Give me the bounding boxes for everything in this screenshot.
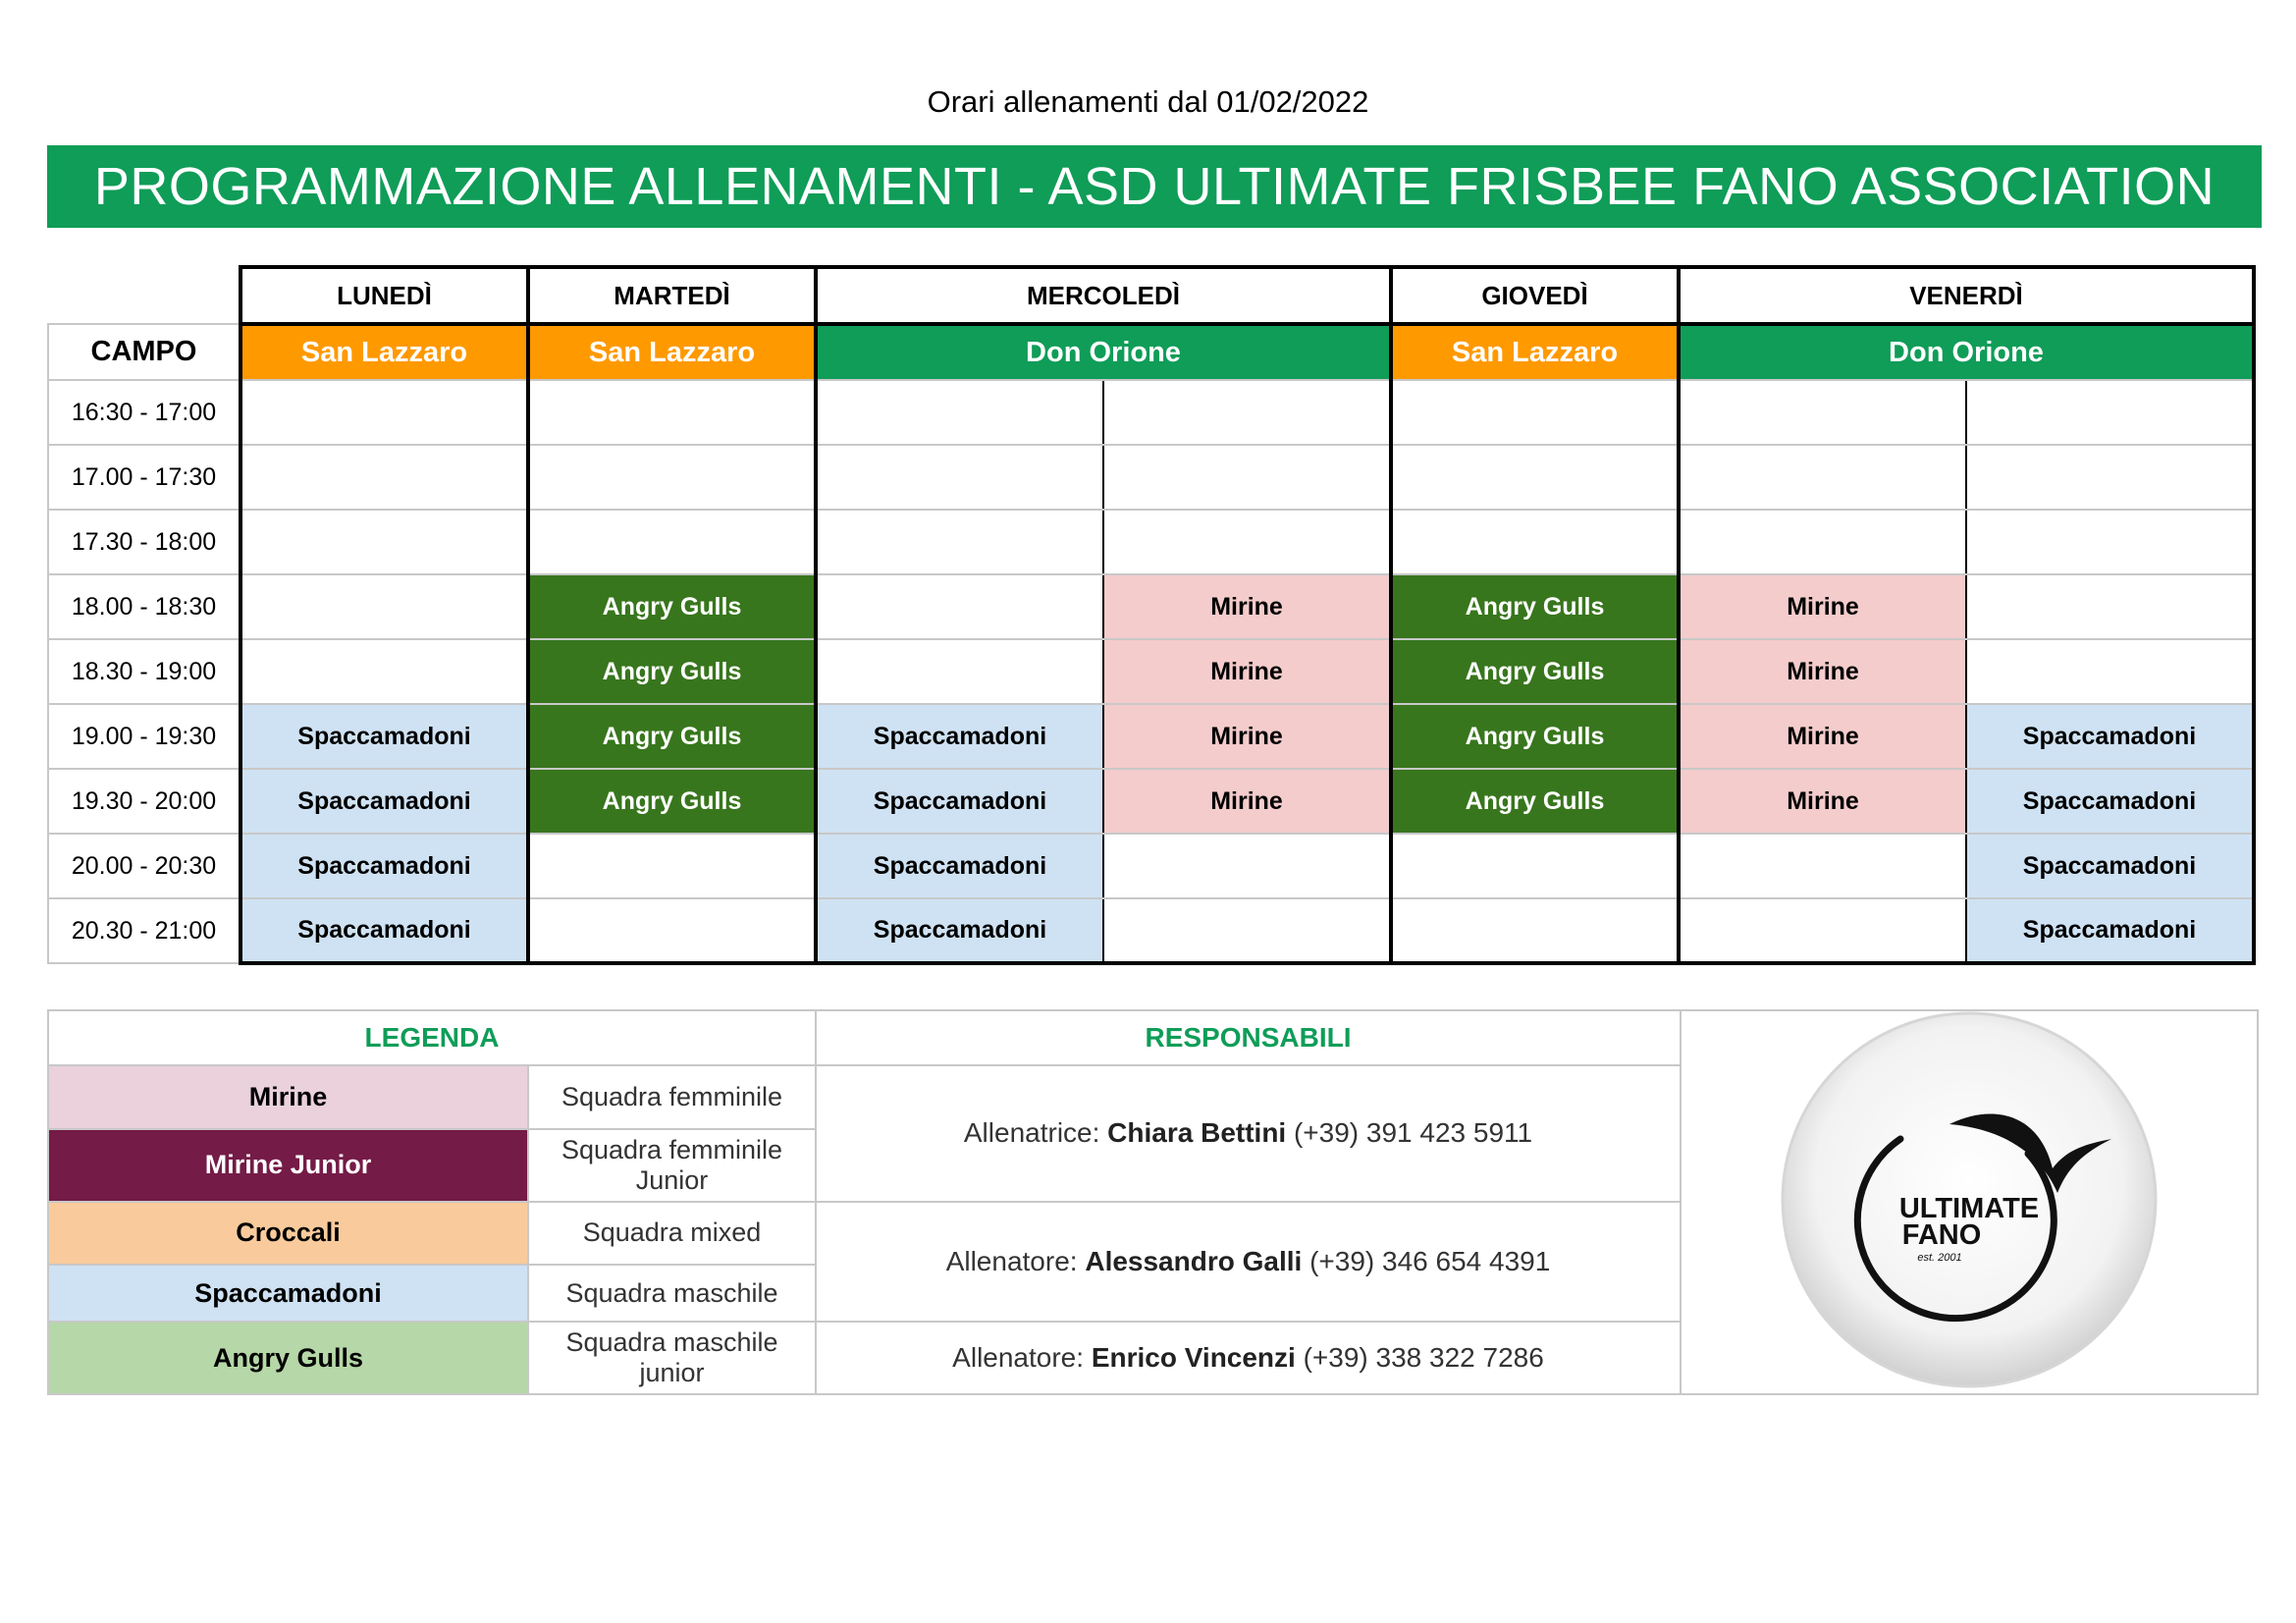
time-slot: 19.30 - 20:00 xyxy=(48,769,240,834)
schedule-cell xyxy=(1966,380,2254,445)
legend-team-name: Croccali xyxy=(48,1202,528,1266)
field-label: Don Orione xyxy=(1679,324,2254,380)
schedule-cell xyxy=(1966,639,2254,704)
responsabile-entry: Allenatore: Alessandro Galli (+39) 346 654 4391 xyxy=(816,1202,1681,1323)
schedule-cell xyxy=(1679,380,1966,445)
schedule-cell: Spaccamadoni xyxy=(1966,704,2254,769)
schedule-cell: Spaccamadoni xyxy=(1966,834,2254,898)
schedule-cell xyxy=(1103,510,1391,574)
schedule-cell xyxy=(816,574,1103,639)
legend-team-name: Spaccamadoni xyxy=(48,1265,528,1322)
schedule-cell xyxy=(240,639,528,704)
schedule-cell: Angry Gulls xyxy=(528,639,816,704)
schedule-cell: Spaccamadoni xyxy=(240,769,528,834)
schedule-cell: Mirine xyxy=(1679,769,1966,834)
schedule-cell xyxy=(816,639,1103,704)
schedule-cell xyxy=(816,510,1103,574)
time-slot: 20.30 - 21:00 xyxy=(48,898,240,963)
day-header: VENERDÌ xyxy=(1679,267,2254,324)
schedule-cell xyxy=(240,445,528,510)
schedule-cell: Spaccamadoni xyxy=(816,769,1103,834)
schedule-cell xyxy=(1391,380,1679,445)
field-label: San Lazzaro xyxy=(240,324,528,380)
schedule-cell xyxy=(1966,445,2254,510)
field-label: San Lazzaro xyxy=(528,324,816,380)
schedule-cell: Mirine xyxy=(1679,639,1966,704)
schedule-cell xyxy=(1679,510,1966,574)
schedule-cell: Mirine xyxy=(1679,574,1966,639)
schedule-cell xyxy=(528,510,816,574)
schedule-cell xyxy=(816,445,1103,510)
schedule-cell: Mirine xyxy=(1103,704,1391,769)
time-slot: 20.00 - 20:30 xyxy=(48,834,240,898)
schedule-cell xyxy=(1391,898,1679,963)
logo-text-fano: FANO xyxy=(1901,1219,1982,1251)
schedule-cell xyxy=(1103,834,1391,898)
schedule-cell: Spaccamadoni xyxy=(240,704,528,769)
schedule-cell xyxy=(1966,574,2254,639)
schedule-cell xyxy=(1966,510,2254,574)
schedule-cell: Spaccamadoni xyxy=(240,898,528,963)
legend-table xyxy=(47,1009,2259,1395)
time-slot: 17.00 - 17:30 xyxy=(48,445,240,510)
day-header: MERCOLEDÌ xyxy=(816,267,1391,324)
schedule-cell xyxy=(1679,445,1966,510)
schedule-cell: Angry Gulls xyxy=(528,704,816,769)
logo-text-ultimate: ULTIMATE xyxy=(1898,1193,2040,1224)
schedule-cell: Angry Gulls xyxy=(528,574,816,639)
schedule-cell xyxy=(528,898,816,963)
schedule-cell: Mirine xyxy=(1679,704,1966,769)
schedule-cell xyxy=(240,380,528,445)
time-slot: 19.00 - 19:30 xyxy=(48,704,240,769)
legend-team-name: Angry Gulls xyxy=(48,1322,528,1394)
field-label: Don Orione xyxy=(816,324,1391,380)
responsabile-entry: Allenatore: Enrico Vincenzi (+39) 338 322 7286 xyxy=(816,1322,1681,1394)
schedule-table xyxy=(47,265,2256,965)
logo-cell xyxy=(1681,1010,2258,1394)
corner-blank xyxy=(48,267,240,324)
legend-team-desc: Squadra mixed xyxy=(528,1202,816,1266)
schedule-cell: Spaccamadoni xyxy=(816,834,1103,898)
ultimate-fano-logo xyxy=(1773,1011,2165,1388)
schedule-cell: Mirine xyxy=(1103,769,1391,834)
schedule-cell xyxy=(1391,510,1679,574)
responsabili-title: RESPONSABILI xyxy=(816,1010,1681,1065)
day-header: LUNEDÌ xyxy=(240,267,528,324)
schedule-cell xyxy=(240,574,528,639)
schedule-cell xyxy=(528,445,816,510)
schedule-cell: Spaccamadoni xyxy=(240,834,528,898)
time-slot: 16:30 - 17:00 xyxy=(48,380,240,445)
schedule-cell xyxy=(1103,445,1391,510)
schedule-cell: Angry Gulls xyxy=(528,769,816,834)
schedule-cell xyxy=(1679,898,1966,963)
schedule-cell xyxy=(1103,380,1391,445)
page-title-banner: PROGRAMMAZIONE ALLENAMENTI - ASD ULTIMATE FRISBEE FANO ASSOCIATION xyxy=(47,145,2262,228)
legend-team-name: Mirine Junior xyxy=(48,1129,528,1202)
time-slot: 18.30 - 19:00 xyxy=(48,639,240,704)
schedule-cell xyxy=(528,380,816,445)
schedule-cell: Mirine xyxy=(1103,639,1391,704)
schedule-cell: Spaccamadoni xyxy=(1966,769,2254,834)
legend-team-desc: Squadra femminile Junior xyxy=(528,1129,816,1202)
logo-text-est: est. 2001 xyxy=(1917,1252,1962,1264)
schedule-cell xyxy=(528,834,816,898)
legend-team-name: Mirine xyxy=(48,1065,528,1129)
schedule-cell: Spaccamadoni xyxy=(816,704,1103,769)
time-slot: 18.00 - 18:30 xyxy=(48,574,240,639)
time-slot: 17.30 - 18:00 xyxy=(48,510,240,574)
schedule-cell: Mirine xyxy=(1103,574,1391,639)
legend-team-desc: Squadra maschile junior xyxy=(528,1322,816,1394)
schedule-cell xyxy=(240,510,528,574)
page-subtitle: Orari allenamenti dal 01/02/2022 xyxy=(927,84,1369,119)
responsabile-entry: Allenatrice: Chiara Bettini (+39) 391 423 5911 xyxy=(816,1065,1681,1202)
legend-title: LEGENDA xyxy=(48,1010,816,1065)
schedule-cell: Angry Gulls xyxy=(1391,639,1679,704)
schedule-cell xyxy=(816,380,1103,445)
schedule-cell: Angry Gulls xyxy=(1391,574,1679,639)
schedule-cell: Angry Gulls xyxy=(1391,704,1679,769)
schedule-cell xyxy=(1391,445,1679,510)
schedule-cell: Spaccamadoni xyxy=(816,898,1103,963)
schedule-cell xyxy=(1103,898,1391,963)
legend-team-desc: Squadra femminile xyxy=(528,1065,816,1129)
schedule-cell xyxy=(1391,834,1679,898)
schedule-cell: Spaccamadoni xyxy=(1966,898,2254,963)
campo-label: CAMPO xyxy=(48,324,240,380)
day-header: GIOVEDÌ xyxy=(1391,267,1679,324)
field-label: San Lazzaro xyxy=(1391,324,1679,380)
schedule-cell: Angry Gulls xyxy=(1391,769,1679,834)
schedule-cell xyxy=(1679,834,1966,898)
legend-team-desc: Squadra maschile xyxy=(528,1265,816,1322)
day-header: MARTEDÌ xyxy=(528,267,816,324)
